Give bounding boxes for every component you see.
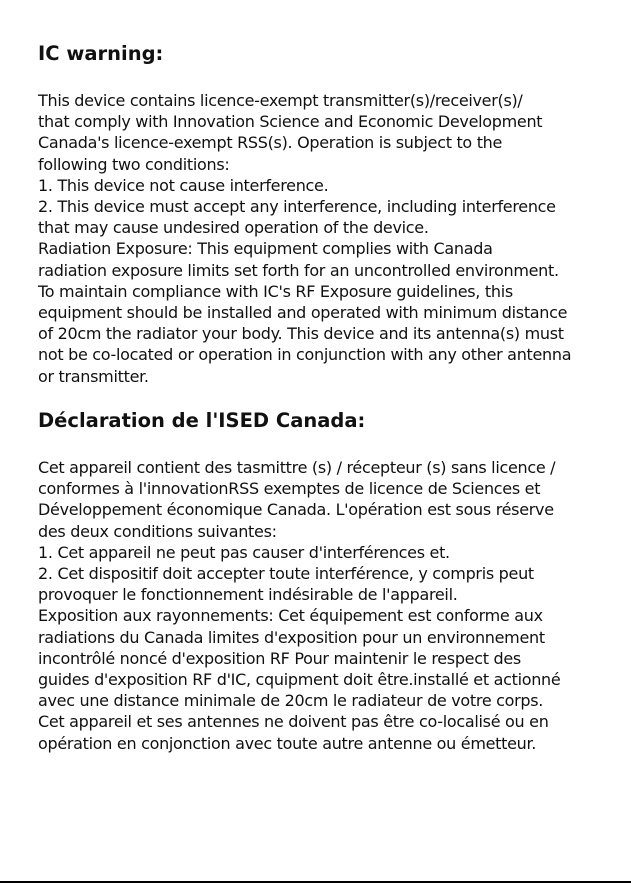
ic-warning-line: This device contains licence-exempt transmitter(s)/receiver(s)/ [38,91,523,110]
ic-warning-line: of 20cm the radiator your body. This device and its antenna(s) must [38,324,564,344]
ised-declaration-line: avec une distance minimale de 20cm le radiateur de votre corps. [38,691,544,711]
ised-declaration-line: 1. Cet appareil ne peut pas causer d'interférences et. [38,542,450,562]
ic-warning-line: that may cause undesired operation of the device. [38,218,429,238]
ised-declaration-line: opération en conjonction avec toute autre antenne ou émetteur. [38,733,537,753]
ic-warning-line: not be co-located or operation in conjunction with any other antenna [38,345,572,365]
ised-declaration-heading: Déclaration de l'ISED Canada: [38,409,366,432]
ic-warning-line: 1. This device not cause interference. [38,175,329,195]
ised-declaration-line: Cet appareil contient des tasmittre (s) / récepteur (s) sans licence / [38,458,556,477]
ic-warning-line: 2. This device must accept any interference, including interference [38,197,556,217]
ised-declaration-body [38,457,560,754]
ised-declaration-line: Développement économique Canada. L'opération est sous réserve [38,500,554,520]
ised-declaration-line: Cet appareil et ses antennes ne doivent pas être co-localisé ou en [38,712,549,732]
ised-declaration-line: conformes à l'innovationRSS exemptes de licence de Sciences et [38,479,541,499]
ic-warning-line: equipment should be installed and operated with minimum distance [38,303,568,323]
ised-declaration-line: radiations du Canada limites d'exposition pour un environnement [38,627,545,647]
ic-warning-line: Canada's licence-exempt RSS(s). Operation is subject to the [38,133,503,153]
ised-declaration-section [38,408,560,754]
ic-warning-line: Radiation Exposure: This equipment complies with Canada [38,239,493,259]
ic-warning-section [38,41,598,387]
ised-declaration-line: 2. Cet dispositif doit accepter toute interférence, y compris peut [38,564,534,584]
ic-warning-body [38,90,598,387]
ised-declaration-line: des deux conditions suivantes: [38,521,277,541]
ic-warning-line: radiation exposure limits set forth for an uncontrolled environment. [38,260,559,280]
document-page [38,41,598,753]
ic-warning-line: To maintain compliance with IC's RF Exposure guidelines, this [38,281,513,301]
ised-declaration-line: provoquer le fonctionnement indésirable de l'appareil. [38,585,458,605]
ised-declaration-line: incontrôlé noncé d'exposition RF Pour maintenir le respect des [38,648,521,668]
ised-declaration-line: Exposition aux rayonnements: Cet équipement est conforme aux [38,606,543,626]
ic-warning-line: or transmitter. [38,366,149,386]
ised-declaration-line: guides d'exposition RF d'IC, cquipment doit être.installé et actionné [38,670,561,690]
ic-warning-line: following two conditions: [38,154,230,174]
ic-warning-heading: IC warning: [38,42,164,65]
ic-warning-line: that comply with Innovation Science and Economic Development [38,112,543,132]
